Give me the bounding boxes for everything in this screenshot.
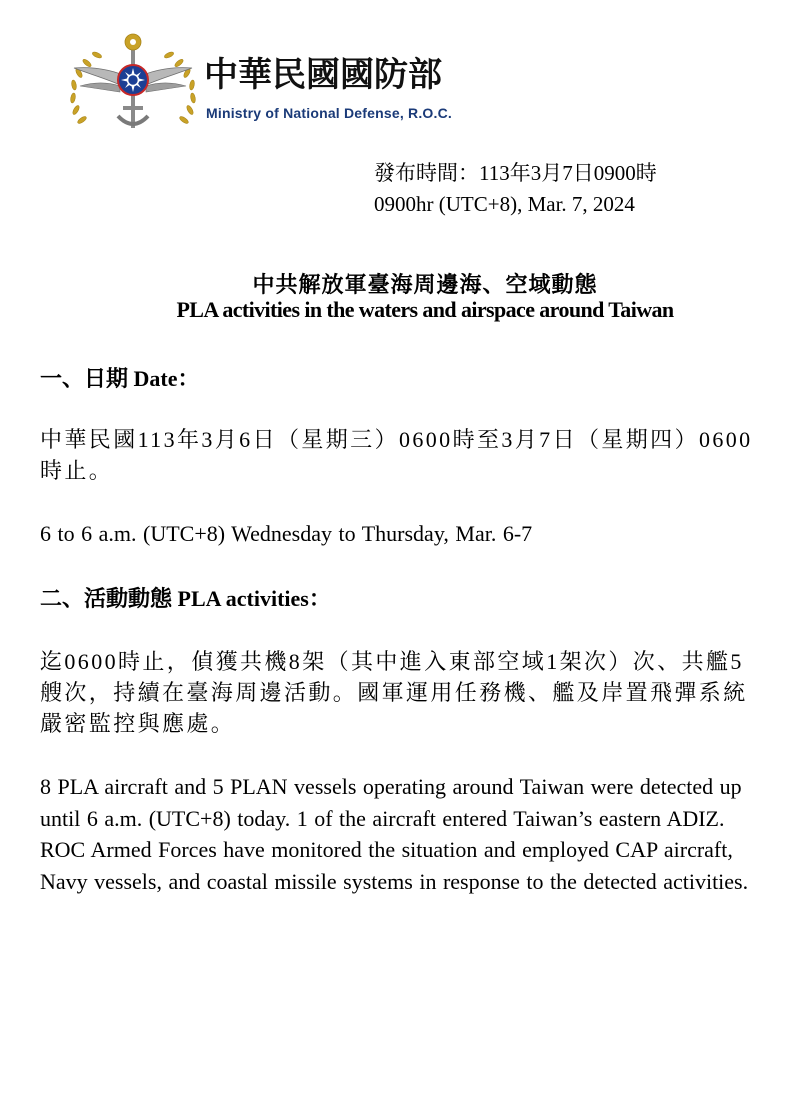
org-name-en: Ministry of National Defense, R.O.C. — [206, 105, 453, 121]
section-activities-body-cn: 迄0600時止，偵獲共機8架（其中進入東部空域1架次）次、共艦5艘次，持續在臺海周邊活動。國軍運用任務機、艦及岸置飛彈系統嚴密監控與應處。 — [40, 649, 748, 736]
release-time-cn: 發布時間：113年3月7日0900時 — [374, 161, 657, 185]
document-header — [60, 28, 520, 140]
mnd-emblem-icon — [60, 28, 206, 140]
section-date-body-cn: 中華民國113年3月6日（星期三）0600時至3月7日（星期四）0600時止。 — [40, 427, 753, 483]
section-date-body-en: 6 to 6 a.m. (UTC+8) Wednesday to Thursday, Mar. 6-7 — [40, 521, 533, 546]
section-activities-heading: 二、活動動態 PLA activities： — [40, 586, 331, 611]
section-activities-body-en: 8 PLA aircraft and 5 PLAN vessels operating around Taiwan were detected up until 6 a.m. (UTC+8) today. 1 of the aircraft entered Taiwan’s eastern ADIZ. ROC Armed Forces have monitored the situation and employed CAP aircraft, Navy vessels, and coastal missile systems in response to the detected activities. — [40, 774, 749, 894]
org-name-cn: 中華民國國防部 — [204, 55, 442, 95]
section-date-heading: 一、日期 Date： — [40, 366, 200, 391]
release-time-en: 0900hr (UTC+8), Mar. 7, 2024 — [374, 192, 635, 216]
title-cn: 中共解放軍臺海周邊海、空域動態 — [252, 272, 598, 297]
title-en: PLA activities in the waters and airspace around Taiwan — [176, 297, 674, 322]
release-time — [374, 158, 657, 220]
